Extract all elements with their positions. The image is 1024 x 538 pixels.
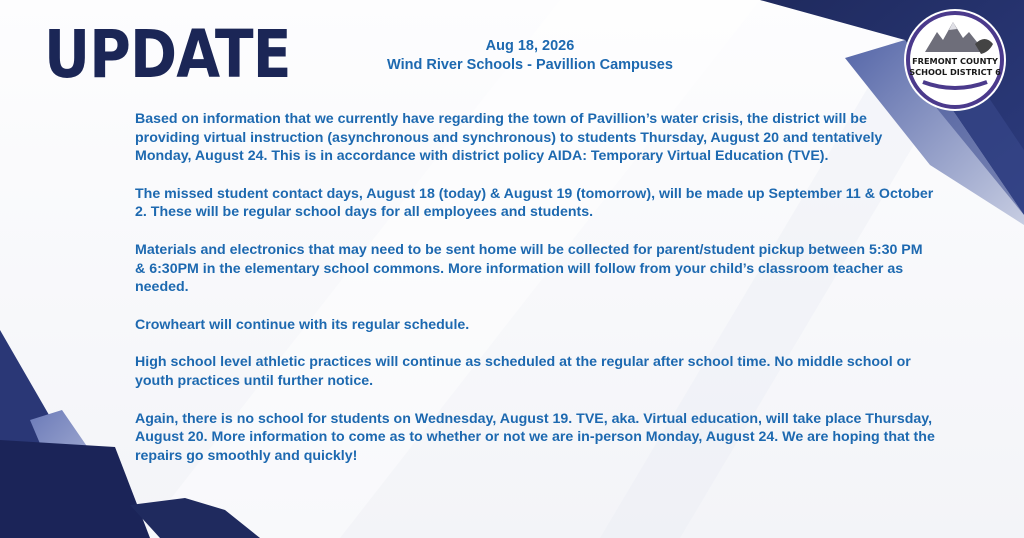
- update-headline: UPDATE: [44, 16, 291, 93]
- paragraph-materials-pickup: Materials and electronics that may need to be sent home will be collected for parent/student pickup between 5:30 PM & 6:30PM in the elementary school commons. More information will follow from your child’s classroom teacher as needed.: [135, 241, 923, 296]
- announcement-meta: [330, 37, 730, 75]
- paragraph-no-school: Again, there is no school for students on Wednesday, August 19. TVE, aka. Virtual education, will take place Thursday, August 20. More information to come as to whether or not we are in-person Monday, August 24. We are hoping that the repairs go smoothly and quickly!: [135, 410, 935, 464]
- district-logo: [903, 8, 1007, 112]
- paragraph-makeup-days: The missed student contact days, August 18 (today) & August 19 (tomorrow), will be made up September 11 & October 2. These will be regular school days for all employees and students.: [135, 185, 934, 221]
- paragraph-water-crisis: Based on information that we currently have regarding the town of Pavillion’s water crisis, the district will be providing virtual instruction (asynchronous and synchronous) to students Thursday, August 20 and tentatively Monday, August 24. This is in accordance with district policy AIDA: Temporary Virtual Education (TVE).: [135, 111, 883, 165]
- logo-line2: SCHOOL DISTRICT 6: [909, 67, 1001, 77]
- announcement-date: Aug 18, 2026: [485, 38, 575, 54]
- paragraph-crowheart: Crowheart will continue with its regular schedule.: [135, 316, 470, 333]
- logo-line1: FREMONT COUNTY: [912, 56, 998, 66]
- announcement-body: [135, 110, 935, 484]
- organization-name: Wind River Schools - Pavillion Campuses: [387, 57, 673, 73]
- paragraph-athletics: High school level athletic practices will continue as scheduled at the regular after school time. No middle school or youth practices until further notice.: [135, 354, 911, 389]
